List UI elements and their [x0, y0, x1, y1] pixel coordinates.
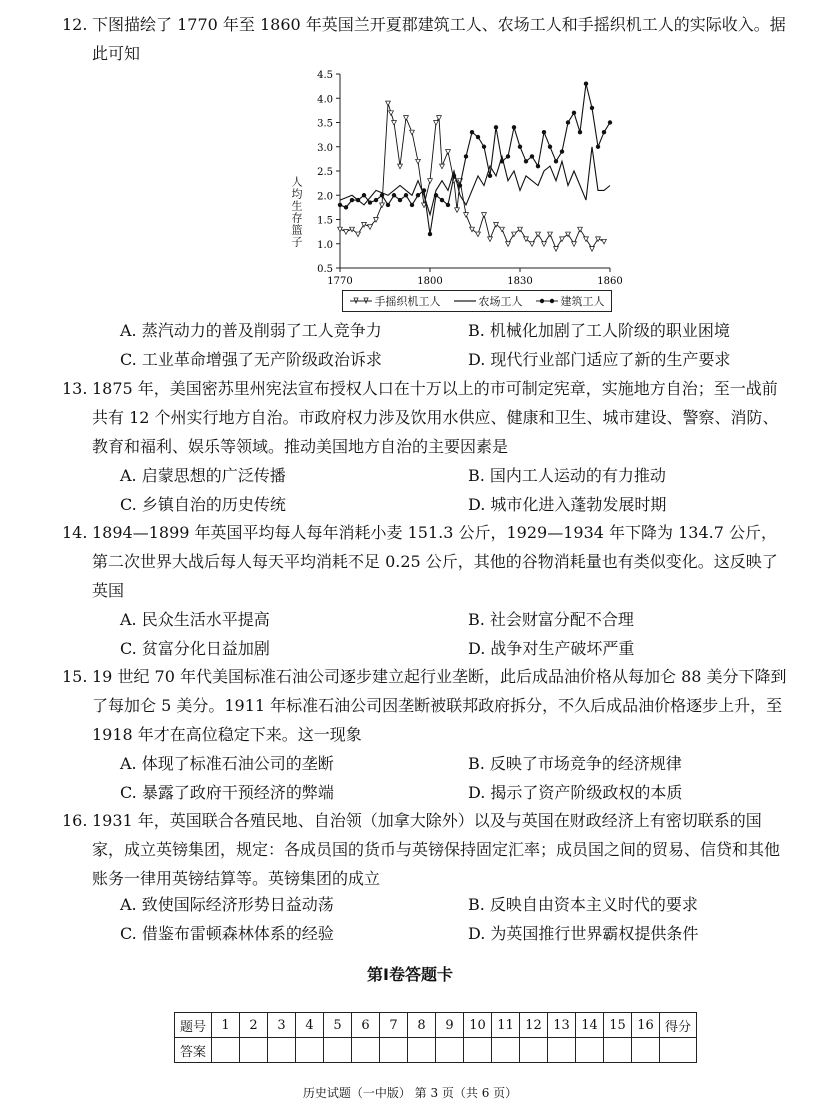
- legend-label-handloom: 手摇织机工人: [374, 295, 441, 308]
- answer-cell[interactable]: [548, 1038, 576, 1063]
- data-point-builder: [344, 205, 348, 209]
- question-number-cell: 2: [240, 1013, 268, 1038]
- data-point-builder: [404, 193, 408, 197]
- data-point-handloom: [416, 159, 421, 164]
- y-tick-label: 0.5: [317, 264, 333, 275]
- x-tick-label: 1860: [597, 276, 623, 287]
- question-number-cell: 5: [324, 1013, 352, 1038]
- legend-item-builder: [536, 293, 605, 309]
- data-point-builder: [518, 145, 522, 149]
- data-point-handloom: [410, 130, 415, 135]
- option-14-d: D. 战争对生产破坏严重: [468, 639, 635, 658]
- data-point-handloom: [368, 225, 373, 230]
- y-tick-label: 1.5: [317, 215, 333, 227]
- question-13: [62, 374, 792, 461]
- data-point-handloom: [386, 101, 391, 106]
- option-13-b: B. 国内工人运动的有力推动: [468, 466, 666, 485]
- data-point-builder: [554, 159, 558, 163]
- data-point-builder: [494, 125, 498, 129]
- option-13-d: D. 城市化进入蓬勃发展时期: [468, 495, 667, 514]
- question-14: [62, 518, 792, 605]
- y-tick-label: 2.0: [317, 191, 333, 203]
- data-point-builder: [446, 203, 450, 207]
- option-15-a: A. 体现了标准石油公司的垄断: [120, 754, 334, 773]
- data-point-builder: [410, 203, 414, 207]
- data-point-builder: [380, 193, 384, 197]
- data-point-handloom: [536, 232, 541, 237]
- legend-label-farm: 农场工人: [478, 295, 523, 308]
- series-line-3: [340, 84, 610, 234]
- option-16-b: B. 反映自由资本主义时代的要求: [468, 895, 698, 914]
- data-point-builder: [386, 203, 390, 207]
- option-15-d: D. 揭示了资产阶级政权的本质: [468, 783, 683, 802]
- question-15: [62, 662, 792, 749]
- data-point-builder: [578, 130, 582, 134]
- option-14-c: C. 贫富分化日益加剧: [120, 639, 270, 658]
- chart-ylabel: 人均生存篮子: [290, 176, 303, 248]
- question-number-cell: 8: [408, 1013, 436, 1038]
- chart-svg: [290, 66, 623, 310]
- data-point-handloom: [548, 232, 553, 237]
- data-point-builder: [548, 145, 552, 149]
- data-point-builder: [590, 106, 594, 110]
- option-16-a: A. 致使国际经济形势日益动荡: [120, 895, 334, 914]
- answer-cell[interactable]: [380, 1038, 408, 1063]
- x-tick-label: 1830: [507, 276, 533, 287]
- data-point-handloom: [482, 213, 487, 218]
- question-number-cell: 7: [380, 1013, 408, 1038]
- data-point-handloom: [602, 239, 607, 244]
- y-tick-label: 3.5: [317, 118, 333, 130]
- answer-cell[interactable]: [436, 1038, 464, 1063]
- question-number: 14.: [62, 523, 88, 542]
- option-12-d: D. 现代行业部门适应了新的生产要求: [468, 350, 731, 369]
- data-point-builder: [524, 159, 528, 163]
- answer-cell[interactable]: [212, 1038, 240, 1063]
- question-number-cell: 1: [212, 1013, 240, 1038]
- y-tick-label: 4.5: [317, 70, 333, 81]
- question-12: [62, 10, 792, 68]
- question-number: 15.: [62, 667, 88, 686]
- question-number-cell: 9: [436, 1013, 464, 1038]
- data-point-builder: [464, 154, 468, 158]
- data-point-builder: [362, 193, 366, 197]
- data-point-handloom: [506, 242, 511, 247]
- data-point-builder: [482, 145, 486, 149]
- answer-cell[interactable]: [464, 1038, 492, 1063]
- data-point-handloom: [356, 232, 361, 237]
- data-point-builder: [476, 135, 480, 139]
- data-point-handloom: [440, 164, 445, 169]
- data-point-builder: [608, 120, 612, 124]
- y-tick-label: 4.0: [317, 94, 333, 106]
- option-15-c: C. 暴露了政府干预经济的弊端: [120, 783, 334, 802]
- question-text: 1894—1899 年英国平均每人每年消耗小麦 151.3 公斤，1929—1934 年下降为 134.7 公斤，第二次世界大战后每人每天平均消耗不足 0.25 公斤，其他的谷物消耗量也有类似变化。这反映了英国: [92, 523, 778, 600]
- question-number-cell: 4: [296, 1013, 324, 1038]
- chart-legend: [342, 290, 612, 312]
- option-16-c: C. 借鉴布雷顿森林体系的经验: [120, 924, 334, 943]
- answer-row-numbers: [175, 1013, 697, 1038]
- data-point-builder: [398, 198, 402, 202]
- answer-card-title: 第Ⅰ卷答题卡: [367, 965, 453, 984]
- question-number-cell: 3: [268, 1013, 296, 1038]
- data-point-builder: [584, 82, 588, 86]
- answer-cell[interactable]: [492, 1038, 520, 1063]
- data-point-builder: [596, 145, 600, 149]
- option-12-a: A. 蒸汽动力的普及削弱了工人竞争力: [120, 321, 382, 340]
- y-tick-label: 2.5: [317, 167, 333, 178]
- question-text: 19 世纪 70 年代美国标准石油公司逐步建立起行业垄断，此后成品油价格从每加仑 88 美分下降到了每加仑 5 美分。1911 年标准石油公司因垄断被联邦政府拆分，不久后成品油价格逐步上升，至 1918 年才在高位稳定下来。这一现象: [92, 667, 787, 744]
- question-number: 12.: [62, 15, 88, 34]
- data-point-builder: [572, 111, 576, 115]
- data-point-handloom: [380, 203, 385, 208]
- data-point-handloom: [554, 247, 559, 252]
- data-point-handloom: [476, 232, 481, 237]
- data-point-builder: [470, 130, 474, 134]
- option-12-b: B. 机械化加剧了工人阶级的职业困境: [468, 321, 730, 340]
- data-point-builder: [566, 120, 570, 124]
- data-point-builder: [392, 193, 396, 197]
- answer-cell[interactable]: [604, 1038, 632, 1063]
- data-point-builder: [356, 198, 360, 202]
- question-number-cell: 11: [492, 1013, 520, 1038]
- question-number-cell: 13: [548, 1013, 576, 1038]
- question-number-cell: 16: [632, 1013, 660, 1038]
- option-15-b: B. 反映了市场竞争的经济规律: [468, 754, 682, 773]
- legend-label-builder: 建筑工人: [560, 295, 605, 308]
- x-tick-label: 1800: [417, 276, 443, 287]
- option-13-a: A. 启蒙思想的广泛传播: [120, 466, 286, 485]
- answer-cell[interactable]: [240, 1038, 268, 1063]
- row-label-number: 题号: [175, 1013, 212, 1038]
- question-number: 13.: [62, 379, 88, 398]
- data-point-handloom: [428, 179, 433, 184]
- answer-cell[interactable]: [408, 1038, 436, 1063]
- question-number-cell: 15: [604, 1013, 632, 1038]
- x-tick-label: 1770: [327, 276, 353, 287]
- question-16: [62, 806, 792, 893]
- data-point-builder: [560, 149, 564, 153]
- data-point-builder: [500, 159, 504, 163]
- option-12-c: C. 工业革命增强了无产阶级政治诉求: [120, 350, 382, 369]
- data-point-handloom: [488, 237, 493, 242]
- data-point-handloom: [404, 116, 409, 121]
- data-point-builder: [416, 193, 420, 197]
- data-point-handloom: [542, 242, 547, 247]
- data-point-builder: [542, 130, 546, 134]
- question-number-cell: 12: [520, 1013, 548, 1038]
- y-tick-label: 1.0: [317, 239, 333, 251]
- question-text: 1875 年，美国密苏里州宪法宣布授权人口在十万以上的市可制定宪章，实施地方自治；至一战前共有 12 个州实行地方自治。市政府权力涉及饮用水供应、健康和卫生、城市建设、警察、消防、教育和福利、娱乐等领域。推动美国地方自治的主要因素是: [92, 379, 779, 456]
- answer-cell[interactable]: [576, 1038, 604, 1063]
- data-point-handloom: [530, 242, 535, 247]
- question-number: 16.: [62, 811, 88, 830]
- score-cell[interactable]: [660, 1038, 697, 1063]
- score-label: 得分: [660, 1013, 697, 1038]
- data-point-handloom: [464, 213, 469, 218]
- data-point-handloom: [398, 164, 403, 169]
- answer-cell[interactable]: [324, 1038, 352, 1063]
- series-line-1: [340, 103, 604, 249]
- answer-row-answers: [175, 1038, 697, 1063]
- y-tick-label: 3.0: [317, 142, 333, 154]
- data-point-builder: [440, 198, 444, 202]
- data-point-builder: [452, 174, 456, 178]
- data-point-handloom: [344, 230, 349, 235]
- data-point-builder: [536, 164, 540, 168]
- option-13-c: C. 乡镇自治的历史传统: [120, 495, 286, 514]
- data-point-builder: [422, 188, 426, 192]
- row-label-answer: 答案: [175, 1038, 212, 1063]
- data-point-handloom: [389, 111, 394, 116]
- data-point-builder: [506, 154, 510, 158]
- question-number-cell: 6: [352, 1013, 380, 1038]
- answer-cell[interactable]: [268, 1038, 296, 1063]
- data-point-handloom: [446, 150, 451, 155]
- question-number-cell: 14: [576, 1013, 604, 1038]
- data-point-builder: [350, 198, 354, 202]
- data-point-builder: [458, 183, 462, 187]
- income-chart: [290, 66, 623, 310]
- question-text: 1931 年，英国联合各殖民地、自治领（加拿大除外）以及与英国在财政经济上有密切联系的国家，成立英镑集团，规定：各成员国的货币与英镑保持固定汇率；成员国之间的贸易、信贷和其他账务一律用英镑结算等。英镑集团的成立: [92, 811, 781, 888]
- page-footer: 历史试题（一中版） 第 3 页（共 6 页）: [302, 1086, 518, 1100]
- data-point-builder: [602, 130, 606, 134]
- question-number-cell: 10: [464, 1013, 492, 1038]
- data-point-handloom: [455, 208, 460, 213]
- data-point-builder: [368, 200, 372, 204]
- data-point-handloom: [392, 121, 397, 126]
- data-point-handloom: [494, 222, 499, 227]
- answer-cell[interactable]: [520, 1038, 548, 1063]
- option-14-b: B. 社会财富分配不合理: [468, 610, 634, 629]
- answer-cell[interactable]: [296, 1038, 324, 1063]
- data-point-handloom: [590, 247, 595, 252]
- answer-cell[interactable]: [632, 1038, 660, 1063]
- data-point-builder: [428, 232, 432, 236]
- answer-card-table: [174, 1012, 697, 1063]
- data-point-builder: [338, 203, 342, 207]
- question-text: 下图描绘了 1770 年至 1860 年英国兰开夏郡建筑工人、农场工人和手摇织机工人的实际收入。据此可知: [92, 15, 786, 63]
- data-point-handloom: [512, 232, 517, 237]
- data-point-builder: [488, 174, 492, 178]
- data-point-builder: [530, 154, 534, 158]
- option-14-a: A. 民众生活水平提高: [120, 610, 270, 629]
- data-point-handloom: [434, 121, 439, 126]
- data-point-builder: [512, 125, 516, 129]
- option-16-d: D. 为英国推行世界霸权提供条件: [468, 924, 699, 943]
- legend-item-farm: [454, 293, 523, 309]
- data-point-handloom: [572, 242, 577, 247]
- legend-item-handloom: [350, 293, 441, 309]
- data-point-builder: [434, 193, 438, 197]
- answer-cell[interactable]: [352, 1038, 380, 1063]
- data-point-handloom: [500, 227, 505, 232]
- data-point-builder: [374, 198, 378, 202]
